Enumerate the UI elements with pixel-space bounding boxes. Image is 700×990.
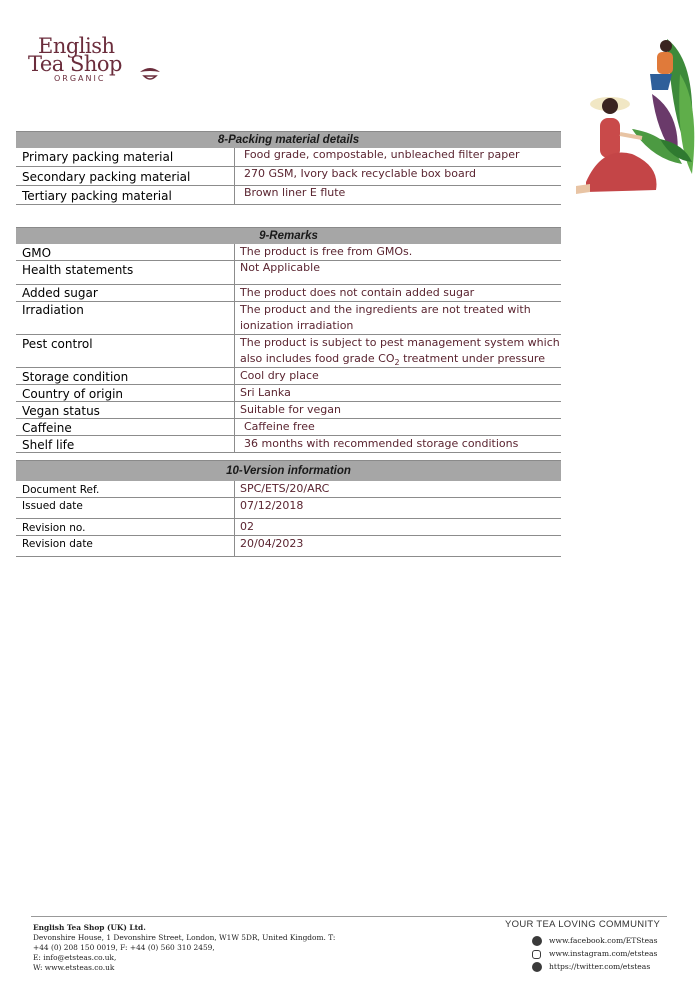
twitter-link[interactable]: https://twitter.com/etsteas — [549, 962, 651, 971]
row-value — [234, 335, 560, 367]
table-row — [16, 167, 561, 186]
row-value: Brown liner E flute — [234, 186, 564, 204]
value-line: The product and the ingredients are not treated with — [240, 303, 531, 316]
footer-divider — [31, 916, 667, 917]
row-label: Storage condition — [22, 370, 129, 384]
table-row — [16, 148, 561, 167]
subscript-two: 2 — [394, 358, 400, 368]
row-value: Cool dry place — [234, 368, 560, 384]
row-value: 270 GSM, Ivory back recyclable box board — [234, 167, 564, 185]
table-row — [16, 335, 561, 368]
facebook-icon — [532, 936, 542, 946]
company-email: E: info@etsteas.co.uk, — [33, 953, 117, 962]
teacup-leaf-icon — [138, 64, 162, 84]
row-label: Vegan status — [22, 404, 100, 418]
table-row — [16, 419, 561, 436]
row-label: GMO — [22, 246, 52, 260]
table-row — [16, 519, 561, 536]
remarks-section — [16, 227, 561, 453]
instagram-icon — [532, 950, 541, 959]
table-row — [16, 481, 561, 498]
row-label: Country of origin — [22, 387, 124, 401]
table-row — [16, 186, 561, 205]
row-value: Not Applicable — [234, 261, 560, 284]
row-value: 36 months with recommended storage conditions — [234, 436, 564, 452]
community-heading: YOUR TEA LOVING COMMUNITY — [505, 919, 661, 930]
row-label: Caffeine — [22, 421, 72, 435]
row-value: The product is free from GMOs. — [234, 244, 560, 260]
logo-text-teashop: Tea Shop — [28, 52, 122, 76]
row-label: Primary packing material — [22, 150, 174, 164]
packing-title: 8-Packing material details — [16, 131, 561, 148]
row-value: The product does not contain added sugar — [234, 285, 560, 301]
logo-text-organic: ORGANIC — [54, 74, 106, 83]
logo-text-english: English — [38, 34, 115, 58]
row-value: SPC/ETS/20/ARC — [234, 481, 560, 497]
table-row — [16, 402, 561, 419]
row-label: Irradiation — [22, 303, 84, 317]
row-label: Revision date — [22, 538, 93, 550]
row-value — [234, 302, 560, 334]
value-part: also includes food grade CO — [240, 352, 395, 365]
row-label: Secondary packing material — [22, 170, 191, 184]
value-line: ionization irradiation — [240, 319, 354, 332]
value-part: treatment under pressure — [399, 352, 545, 365]
row-value: Sri Lanka — [234, 385, 560, 401]
row-value: 02 — [234, 519, 560, 535]
row-value: 07/12/2018 — [234, 498, 560, 518]
row-value: Food grade, compostable, unbleached filter paper — [234, 148, 564, 166]
company-name: English Tea Shop (UK) Ltd. — [33, 923, 146, 932]
version-section — [16, 460, 561, 557]
row-label: Pest control — [22, 337, 93, 351]
table-row — [16, 244, 561, 261]
table-row — [16, 498, 561, 519]
remarks-title: 9-Remarks — [16, 227, 561, 244]
row-label: Revision no. — [22, 522, 86, 534]
table-row — [16, 385, 561, 402]
row-label: Shelf life — [22, 438, 75, 452]
footer-contact — [33, 923, 363, 973]
brand-logo — [28, 34, 178, 90]
row-label: Issued date — [22, 500, 83, 512]
row-value: Caffeine free — [234, 419, 564, 435]
table-row — [16, 368, 561, 385]
value-line: The product is subject to pest management system which — [240, 336, 560, 349]
company-address: Devonshire House, 1 Devonshire Street, London, W1W 5DR, United Kingdom. T: — [33, 933, 336, 942]
table-row — [16, 302, 561, 335]
row-label: Added sugar — [22, 286, 98, 300]
row-value: 20/04/2023 — [234, 536, 560, 556]
instagram-link[interactable]: www.instagram.com/etsteas — [549, 949, 658, 958]
version-title: 10-Version information — [16, 460, 561, 481]
footer-social — [505, 919, 695, 971]
row-label: Document Ref. — [22, 484, 100, 496]
women-leaves-illustration — [572, 34, 700, 200]
row-label: Health statements — [22, 263, 134, 277]
row-label: Tertiary packing material — [22, 189, 172, 203]
twitter-icon — [532, 962, 542, 972]
table-row — [16, 536, 561, 557]
facebook-link[interactable]: www.facebook.com/ETSteas — [549, 936, 658, 945]
table-row — [16, 285, 561, 302]
company-website: W: www.etsteas.co.uk — [33, 963, 115, 972]
packing-section — [16, 131, 561, 205]
table-row — [16, 436, 561, 453]
table-row — [16, 261, 561, 285]
company-phone: +44 (0) 208 150 0019, F: +44 (0) 560 310 2459, — [33, 943, 215, 952]
row-value: Suitable for vegan — [234, 402, 560, 418]
